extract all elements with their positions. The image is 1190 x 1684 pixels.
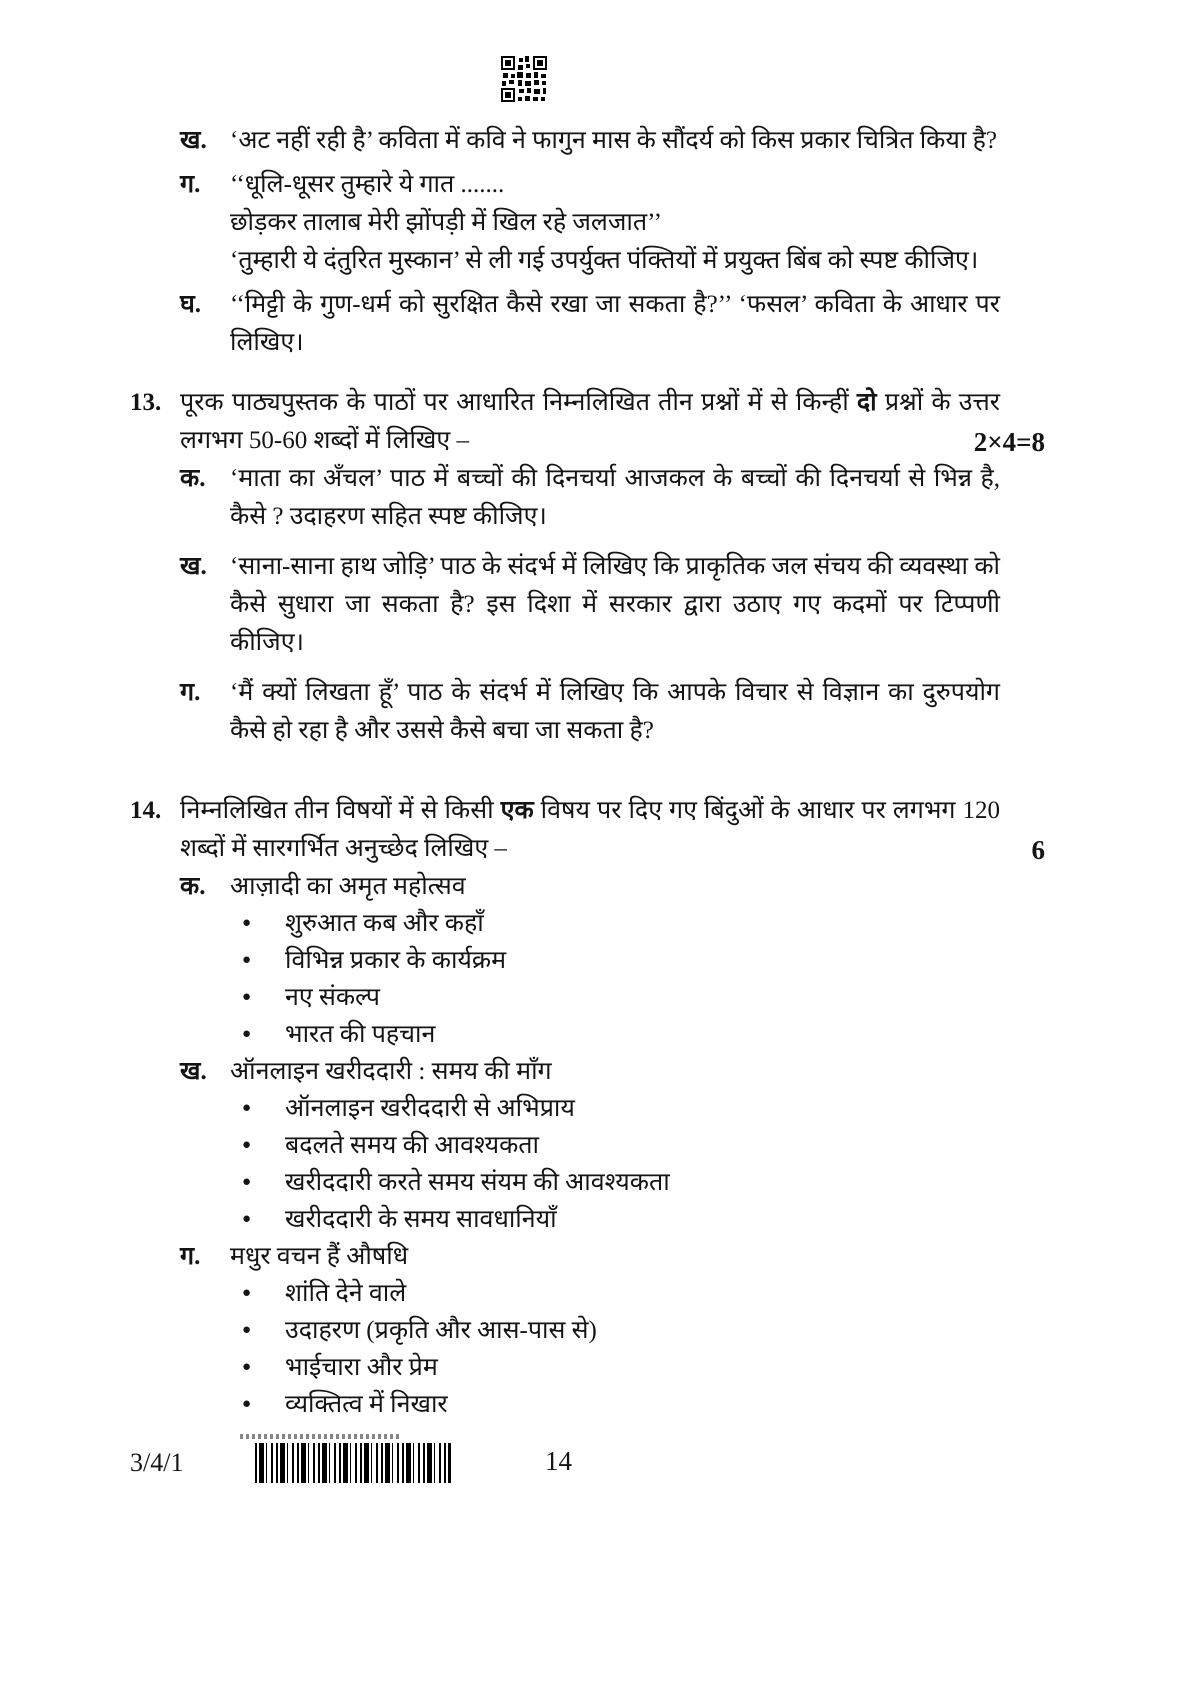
page-footer	[130, 1443, 1045, 1503]
topic-letter: क.	[180, 873, 206, 900]
q13-item-ka	[180, 460, 1000, 536]
subquestion-text: ‘साना-साना हाथ जोड़ि’ पाठ के संदर्भ में लिखिए कि प्राकृतिक जल संचय की व्यवस्था को कैसे सुधारा जा सकता है? इस दिशा में सरकार द्वारा उठाए गए कदमों पर टिप्पणी कीजिए।	[230, 553, 1000, 656]
topic-kha	[180, 1053, 1000, 1238]
subquestion-text: ‘तुम्हारी ये दंतुरित मुस्कान’ से ली गई उपर्युक्त पंक्तियों में प्रयुक्त बिंब को स्पष्ट कीजिए।	[230, 247, 979, 274]
subquestion-letter: ग.	[180, 679, 201, 706]
barcode-microtext	[240, 1434, 400, 1439]
question-14	[130, 792, 1045, 1423]
subquestion-letter: ख.	[180, 553, 207, 580]
subquestion-text: ‘अट नहीं रही है’ कविता में कवि ने फागुन मास के सौंदर्य को किस प्रकार चित्रित किया है?	[230, 127, 997, 154]
topic-point	[230, 1016, 1000, 1053]
bullet-icon: ●	[242, 915, 252, 931]
subquestion-text: ‘‘मिट्टी के गुण-धर्म को सुरक्षित कैसे रखा जा सकता है?’’ ‘फसल’ कविता के आधार पर लिखिए।	[230, 291, 1000, 356]
question-number: 14.	[130, 797, 162, 824]
q13-item-kha	[180, 548, 1000, 662]
point-text: भाईचारा और प्रेम	[285, 1354, 438, 1381]
intro-bold-word: दो	[856, 389, 877, 416]
question-13	[130, 384, 1045, 762]
topic-point	[230, 905, 1000, 942]
bullet-icon: ●	[242, 1322, 252, 1338]
point-text: विभिन्न प्रकार के कार्यक्रम	[285, 947, 507, 974]
question-content	[130, 122, 1045, 1423]
topic-point	[230, 1386, 1000, 1423]
point-text: खरीददारी करते समय संयम की आवश्यकता	[285, 1169, 670, 1196]
intro-bold-word: एक	[500, 797, 534, 824]
topic-point	[230, 1312, 1000, 1349]
barcode-icon	[255, 1443, 451, 1483]
topic-title: मधुर वचन हैं औषधि	[230, 1243, 409, 1270]
question-13-intro	[180, 384, 1000, 460]
subquestion-text: ‘माता का अँचल’ पाठ में बच्चों की दिनचर्या आजकल के बच्चों की दिनचर्या से भिन्न है, कैसे ? उदाहरण सहित स्पष्ट कीजिए।	[230, 465, 1000, 530]
topic-title: आज़ादी का अमृत महोत्सव	[230, 873, 466, 900]
topic-ga	[180, 1238, 1000, 1423]
topic-point	[230, 1164, 1000, 1201]
point-text: शांति देने वाले	[285, 1280, 407, 1307]
topic-title: ऑनलाइन खरीददारी : समय की माँग	[230, 1058, 552, 1085]
topic-point	[230, 1201, 1000, 1238]
point-text: नए संकल्प	[285, 984, 380, 1011]
point-text: भारत की पहचान	[285, 1021, 436, 1048]
subquestion-letter: ख.	[180, 127, 207, 154]
point-text: खरीददारी के समय सावधानियाँ	[285, 1206, 557, 1233]
bullet-icon: ●	[242, 1396, 252, 1412]
question-14-intro	[180, 792, 1000, 868]
bullet-icon: ●	[242, 1174, 252, 1190]
subquestion-gha	[180, 286, 1045, 362]
question-number: 13.	[130, 389, 162, 416]
poem-line: छोड़कर तालाब मेरी झोंपड़ी में खिल रहे जलजात’’	[230, 209, 662, 236]
intro-text: पूरक पाठ्यपुस्तक के पाठों पर आधारित निम्नलिखित तीन प्रश्नों में से किन्हीं	[180, 389, 857, 416]
intro-text: प्रश्नों के उत्तर लगभग 50-60 शब्दों में लिखिए –	[180, 389, 1001, 454]
intro-text: विषय पर दिए गए बिंदुओं के आधार पर लगभग 120 शब्दों में सारगर्भित अनुच्छेद लिखिए –	[180, 797, 1000, 862]
topic-point	[230, 1349, 1000, 1386]
topic-point	[230, 1275, 1000, 1312]
subquestion-ga	[180, 166, 1045, 280]
page-number: 14	[545, 1446, 572, 1476]
point-text: व्यक्तित्व में निखार	[285, 1391, 448, 1418]
topic-point	[230, 942, 1000, 979]
bullet-icon: ●	[242, 989, 252, 1005]
point-text: शुरुआत कब और कहाँ	[285, 910, 484, 937]
subquestion-text: ‘मैं क्यों लिखता हूँ’ पाठ के संदर्भ में लिखिए कि आपके विचार से विज्ञान का दुरुपयोग कैसे हो रहा है और उससे कैसे बचा जा सकता है?	[230, 679, 1000, 744]
bullet-icon: ●	[242, 1359, 252, 1375]
bullet-icon: ●	[242, 1026, 252, 1042]
marks-badge: 2×4=8	[973, 427, 1045, 457]
topic-ka	[180, 868, 1000, 1053]
subquestion-letter: घ.	[180, 291, 202, 318]
paper-code: 3/4/1	[130, 1448, 184, 1477]
topic-letter: ख.	[180, 1058, 207, 1085]
point-text: उदाहरण (प्रकृति और आस-पास से)	[285, 1317, 597, 1344]
qr-code-icon	[501, 56, 547, 102]
bullet-icon: ●	[242, 1100, 252, 1116]
subquestion-kha	[180, 122, 1045, 160]
marks-badge: 6	[1031, 835, 1045, 865]
topic-point	[230, 1090, 1000, 1127]
bullet-icon: ●	[242, 1285, 252, 1301]
subquestion-letter: क.	[180, 465, 206, 492]
poem-line: ‘‘धूलि-धूसर तुम्हारे ये गात .......	[230, 171, 505, 198]
subquestion-letter: ग.	[180, 171, 201, 198]
bullet-icon: ●	[242, 1211, 252, 1227]
point-text: ऑनलाइन खरीददारी से अभिप्राय	[285, 1095, 575, 1122]
intro-text: निम्नलिखित तीन विषयों में से किसी	[180, 797, 501, 824]
bullet-icon: ●	[242, 1137, 252, 1153]
topic-point	[230, 979, 1000, 1016]
topic-letter: ग.	[180, 1243, 201, 1270]
q13-item-ga	[180, 674, 1000, 750]
bullet-icon: ●	[242, 952, 252, 968]
point-text: बदलते समय की आवश्यकता	[285, 1132, 540, 1159]
topic-point	[230, 1127, 1000, 1164]
